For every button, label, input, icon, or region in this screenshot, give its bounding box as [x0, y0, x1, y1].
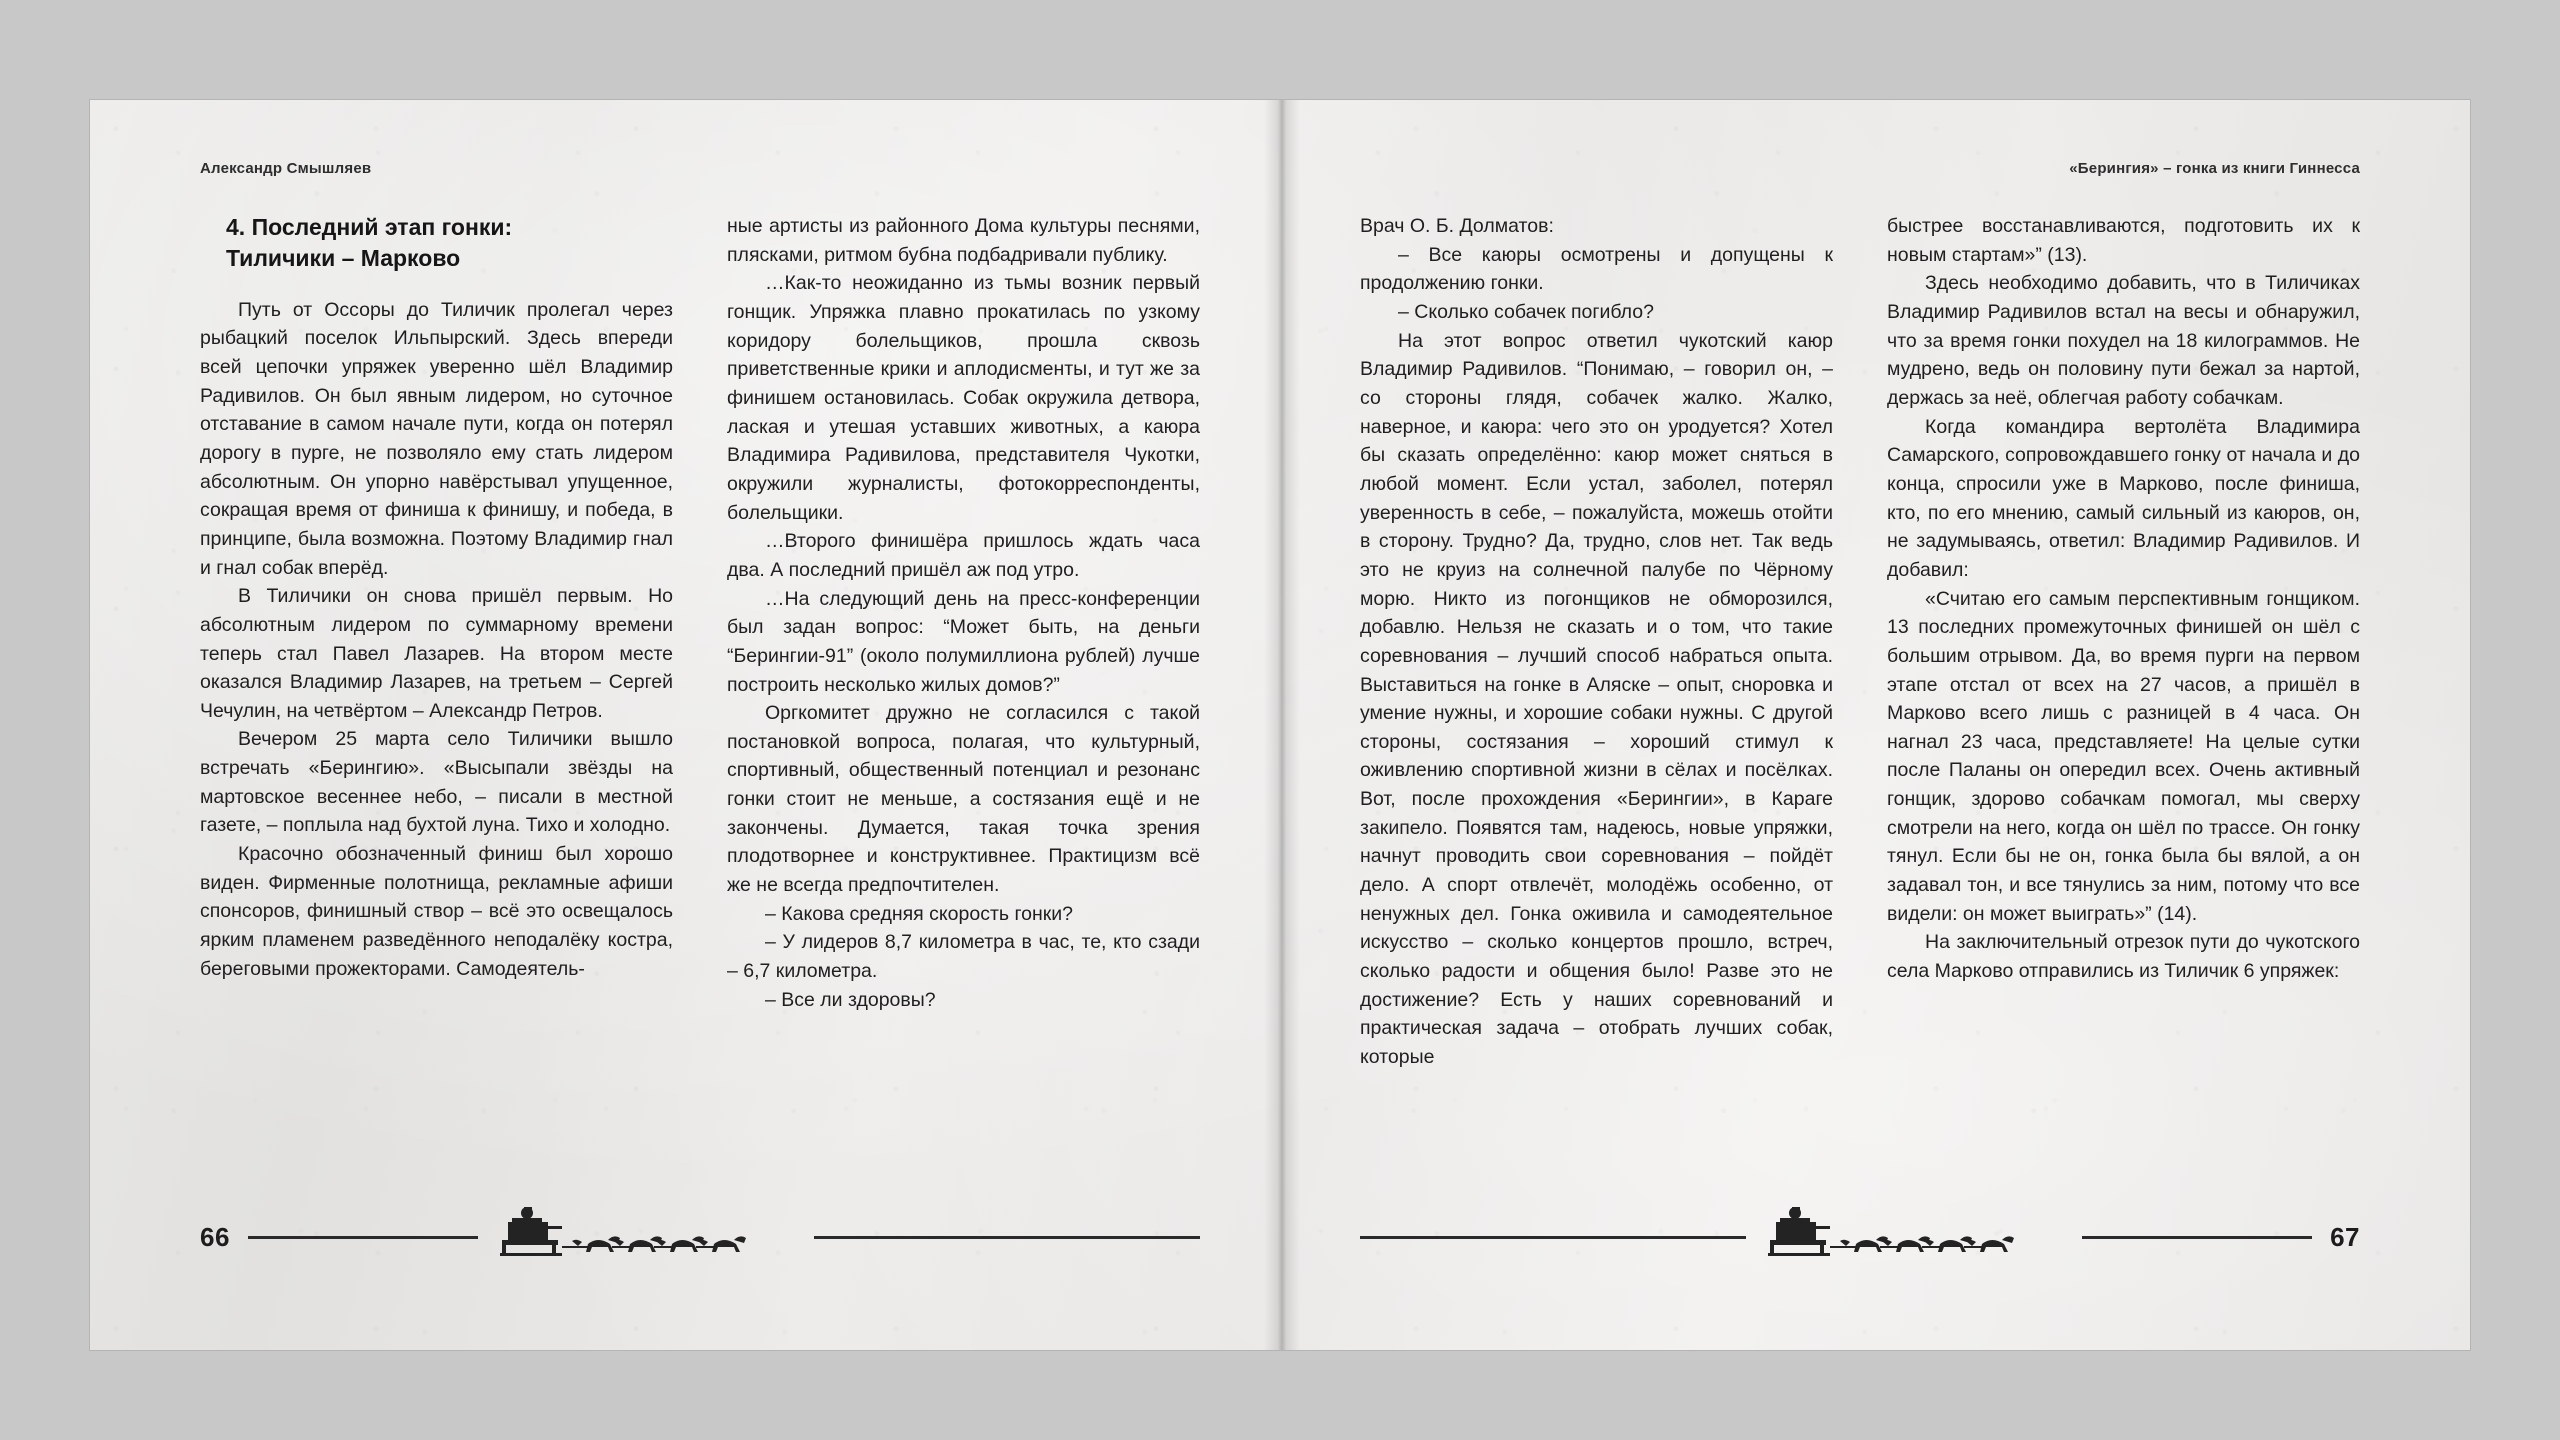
paragraph: ные артисты из районного Дома культуры песнями, плясками, ритмом бубна подбадривали публику.: [727, 215, 1200, 266]
left-column-2: [727, 212, 1200, 1014]
paragraph: Вечером 25 марта село Тиличики вышло встречать «Берингию». «Высыпали звёзды на мартовское весеннее небо, – писали в местной газете, – поплыла над бухтой луна. Тихо и холодно.: [200, 728, 673, 837]
dog-sled-ornament-icon: [1764, 1206, 2064, 1268]
paragraph: Красочно обозначенный финиш был хорошо виден. Фирменные полотнища, рекламные афиши спонсоров, финишный створ – всё это освещалось ярким пламенем разведённого неподалёку костра, береговыми прожекторами. Самодеятель-: [200, 843, 673, 980]
left-page-columns: [200, 212, 1200, 1014]
footer-rule-left-2: [814, 1236, 1200, 1239]
dialogue-line: – Все ли здоровы?: [765, 988, 936, 1011]
right-column-1: [1360, 212, 1833, 1072]
paragraph: На заключительный отрезок пути до чукотского села Марково отправились из Тиличик 6 упряжек:: [1887, 931, 2360, 983]
right-column-2: [1887, 212, 2360, 1072]
paragraph: быстрее восстанавливаются, подготовить их к новым стартам»” (13).: [1887, 215, 2360, 266]
footer-rule-left: [248, 1236, 478, 1239]
footer-rule-right-1: [1360, 1236, 1746, 1239]
right-running-head: «Берингия» – гонка из книги Гиннесса: [2069, 160, 2360, 177]
left-page: [90, 100, 1280, 1350]
paragraph: …Второго финишёра пришлось ждать часа два. А последний пришёл аж под утро.: [727, 530, 1200, 581]
right-folio: 67: [2330, 1221, 2360, 1252]
paragraph: Путь от Оссоры до Тиличик пролегал через рыбацкий поселок Ильпырский. Здесь впереди всей цепочки упряжек уверенно шёл Владимир Радивилов. Он был явным лидером, но суточное отставание в самом начале пути, когда он потерял дорогу в пурге, не позволяло ему стать лидером абсолютным. Он упорно навёрстывал упущенное, сокращая время от финиша к финишу, и победа, в принципе, была возможна. Поэтому Владимир гнал и гнал собак вперёд.: [200, 298, 673, 579]
dialogue-line: – У лидеров 8,7 километра в час, те, кто сзади – 6,7 километра.: [727, 931, 1200, 983]
paragraph: На этот вопрос ответил чукотский каюр Владимир Радивилов. “Понимаю, – говорил он, – со стороны глядя, собачек жалко. Жалко, наверное, и каюра: чего это он уродуется? Хотел бы сказать определённо: каюр может сняться в любой момент. Если устал, заболел, потерял уверенность в себе, – пожалуйста, можешь отойти в сторону. Трудно? Да, трудно, слов нет. Так ведь это не круиз на солнечной палубе по Чёрному морю. Никто из погонщиков не обморозился, добавлю. Нельзя не сказать и о том, что такие соревнования – лучший способ набраться опыта. Выставиться на гонке в Аляске – опыт, сноровка и умение нужны, и хорошие собаки нужны. С другой стороны, состязания – хороший стимул к оживлению спортивной жизни в сёлах и посёлках. Вот, после прохождения «Берингии», в Караге закипело. Появятся там, надеюсь, новые упряжки, начнут проводить свои соревнования – пойдёт дело. А спорт отвлечёт, молодёжь особенно, от ненужных дел. Гонка оживила и самодеятельное искусство – сколько концертов прошло, встреч, сколько радости и общения было! Разве это не достижение? Есть у наших соревнований и практическая задача – отобрать лучших собак, которые: [1360, 329, 1833, 1069]
dog-sled-ornament-icon: [496, 1206, 796, 1268]
book-spread: [90, 100, 2470, 1350]
dialogue-line: – Все каюры осмотрены и допущены к продолжению гонки.: [1360, 243, 1833, 295]
paragraph: …На следующий день на пресс-конференции был задан вопрос: “Может быть, на деньги “Берингии-91” (около полумиллиона рублей) лучше построить несколько жилых домов?”: [727, 587, 1200, 696]
speaker-label: Врач О. Б. Долматов:: [1360, 215, 1554, 237]
right-page-columns: [1360, 212, 2360, 1072]
right-page-footer: [1360, 1206, 2360, 1268]
left-page-footer: [200, 1206, 1200, 1268]
footer-rule-right-2: [2082, 1236, 2312, 1239]
paragraph: Когда командира вертолёта Владимира Самарского, сопровождавшего гонку от начала и до конца, спросили уже в Марково, после финиша, кто, по его мнению, самый сильный из каюров, он, не задумываясь, ответил: Владимир Радивилов. И добавил:: [1887, 415, 2360, 581]
right-page: [1280, 100, 2470, 1350]
paragraph: Здесь необходимо добавить, что в Тиличиках Владимир Радивилов встал на весы и обнаружил, что за время гонки похудел на 18 килограммов. Не мудрено, ведь он половину пути бежал за нартой, держась за неё, облегчая работу собачкам.: [1887, 272, 2360, 409]
dialogue-line: – Сколько собачек погибло?: [1398, 300, 1654, 323]
left-running-head: Александр Смышляев: [200, 160, 372, 177]
section-title: 4. Последний этап гонки: Тиличики – Марково: [226, 214, 513, 271]
paragraph: Оргкомитет дружно не согласился с такой постановкой вопроса, полагая, что культурный, спортивный, общественный потенциал и резонанс гонки стоит не меньше, а состязания ещё и не закончены. Думается, такая точка зрения плодотворнее и конструктивнее. Практицизм всё же не всегда предпочтителен.: [727, 702, 1200, 897]
left-column-1: [200, 212, 673, 1014]
left-folio: 66: [200, 1221, 230, 1252]
dialogue-line: – Какова средняя скорость гонки?: [765, 902, 1074, 925]
quote-paragraph: «Считаю его самым перспективным гонщиком. 13 последних промежуточных финишей он шёл с большим отрывом. Да, во время пурги на первом этапе отстал от всех на 27 часов, а пришёл в Марково всего лишь с разницей в 4 часа. Он нагнал 23 часа, представляете! На целые сутки после Паланы он опередил всех. Очень активный гонщик, здорово собачкам помогал, мы сверху смотрели на него, когда он шёл по трассе. Он гонку тянул. Если бы не он, гонка была бы вялой, а он задавал тон, и все тянулись за ним, потому что все видели: он может выиграть»” (14).: [1887, 587, 2360, 925]
paragraph: В Тиличики он снова пришёл первым. Но абсолютным лидером по суммарному времени теперь стал Павел Лазарев. На втором месте оказался Владимир Лазарев, на третьем – Сергей Чечулин, на четвёртом – Александр Петров.: [200, 585, 673, 722]
paragraph: …Как-то неожиданно из тьмы возник первый гонщик. Упряжка плавно прокатилась по узкому коридору болельщиков, прошла сквозь приветственные крики и аплодисменты, и тут же за финишем остановилась. Собак окружила детвора, лаская и утешая уставших животных, а каюра Владимира Радивилова, представителя Чукотки, окружили журналисты, фотокорреспонденты, болельщики.: [727, 272, 1200, 524]
